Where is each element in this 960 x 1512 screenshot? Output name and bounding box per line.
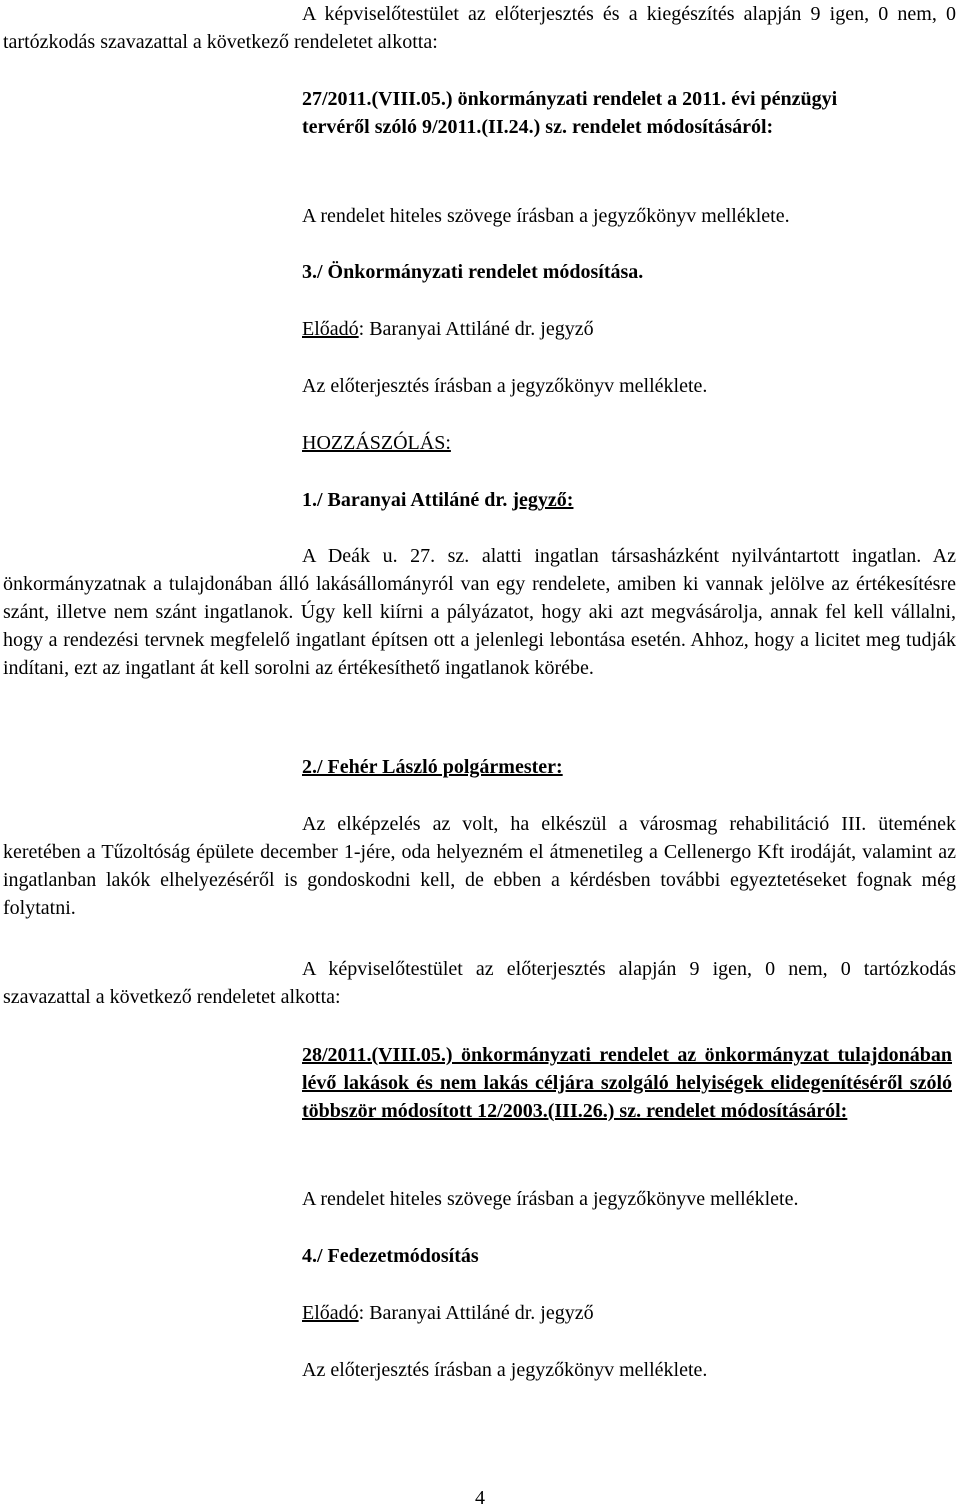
speaker-1-text: A Deák u. 27. sz. alatti ingatlan társasházként nyilvántartott ingatlan. Az önkormányzatnak a tulajdonában álló lakásállományról van egy rendelete, amiben ki vannak jelölve az értékesítésre szánt, illetve nem szánt ingatlanok. Úgy kell kiírni a pályázatot, hogy aki azt megvásárolja, annak fel kell vállalni, hogy a rendezési tervnek megfelelő ingatlant építsen ott a jelenlegi lebontása esetén. Ahhoz, hogy a licitet meg tudják indítani, ezt az ingatlant át kell sorolni az értékesíthető ingatlanok körébe.	[3, 545, 956, 679]
decree-2-title: 28/2011.(VIII.05.) önkormányzati rendelet az önkormányzat tulajdonában lévő lakások és nem lakás céljára szolgáló helyiségek elidegenítéséről szóló többször módosított 12/2003.(III.26.) sz. rendelet módosításáról:	[302, 1044, 952, 1122]
presenter-label: Előadó	[302, 318, 359, 340]
presenter-line-1	[302, 315, 956, 343]
page-number: 4	[475, 1487, 485, 1509]
speaker-1-role: jegyző:	[512, 489, 574, 511]
presenter-name: : Baranyai Attiláné dr. jegyző	[358, 318, 594, 340]
proposal-note-2: Az előterjesztés írásban a jegyzőkönyv melléklete.	[302, 1359, 708, 1381]
speaker-1-heading	[302, 486, 956, 514]
decree-1-note: A rendelet hiteles szövege írásban a jegyzőkönyv melléklete.	[302, 205, 790, 227]
presenter-2-name: : Baranyai Attiláné dr. jegyző	[358, 1302, 594, 1324]
speaker-2-heading: 2./ Fehér László polgármester:	[302, 756, 563, 778]
proposal-note-1: Az előterjesztés írásban a jegyzőkönyv melléklete.	[302, 375, 708, 397]
presenter-2-label: Előadó	[302, 1302, 359, 1324]
decree-1-title: 27/2011.(VIII.05.) önkormányzati rendelet a 2011. évi pénzügyi tervéről szóló 9/2011.(II.24.) sz. rendelet módosításáról:	[302, 88, 838, 138]
vote-paragraph-2: A képviselőtestület az előterjesztés alapján 9 igen, 0 nem, 0 tartózkodás szavazattal a következő rendeletet alkotta:	[3, 958, 956, 1008]
comments-heading: HOZZÁSZÓLÁS:	[302, 432, 451, 454]
decree-2-note: A rendelet hiteles szövege írásban a jegyzőkönyve melléklete.	[302, 1188, 799, 1210]
vote-paragraph-1: A képviselőtestület az előterjesztés és a kiegészítés alapján 9 igen, 0 nem, 0 tartózkodás szavazattal a következő rendeletet alkotta:	[3, 3, 956, 53]
speaker-2-text: Az elképzelés az volt, ha elkészül a városmag rehabilitáció III. ütemének keretében a Tűzoltóság épülete december 1-jére, oda helyezném el átmenetileg a Cellenergo Kft irodáját, valamint az ingatlanban lakók elhelyezéséről is gondoskodni kell, de ebben a kérdésben további egyeztetéseket fognak még folytatni.	[3, 813, 956, 919]
presenter-line-2	[302, 1299, 956, 1327]
agenda-item-4-title: 4./ Fedezetmódosítás	[302, 1245, 479, 1267]
agenda-item-3-title: 3./ Önkormányzati rendelet módosítása.	[302, 261, 644, 283]
speaker-1-name: 1./ Baranyai Attiláné dr.	[302, 489, 513, 511]
